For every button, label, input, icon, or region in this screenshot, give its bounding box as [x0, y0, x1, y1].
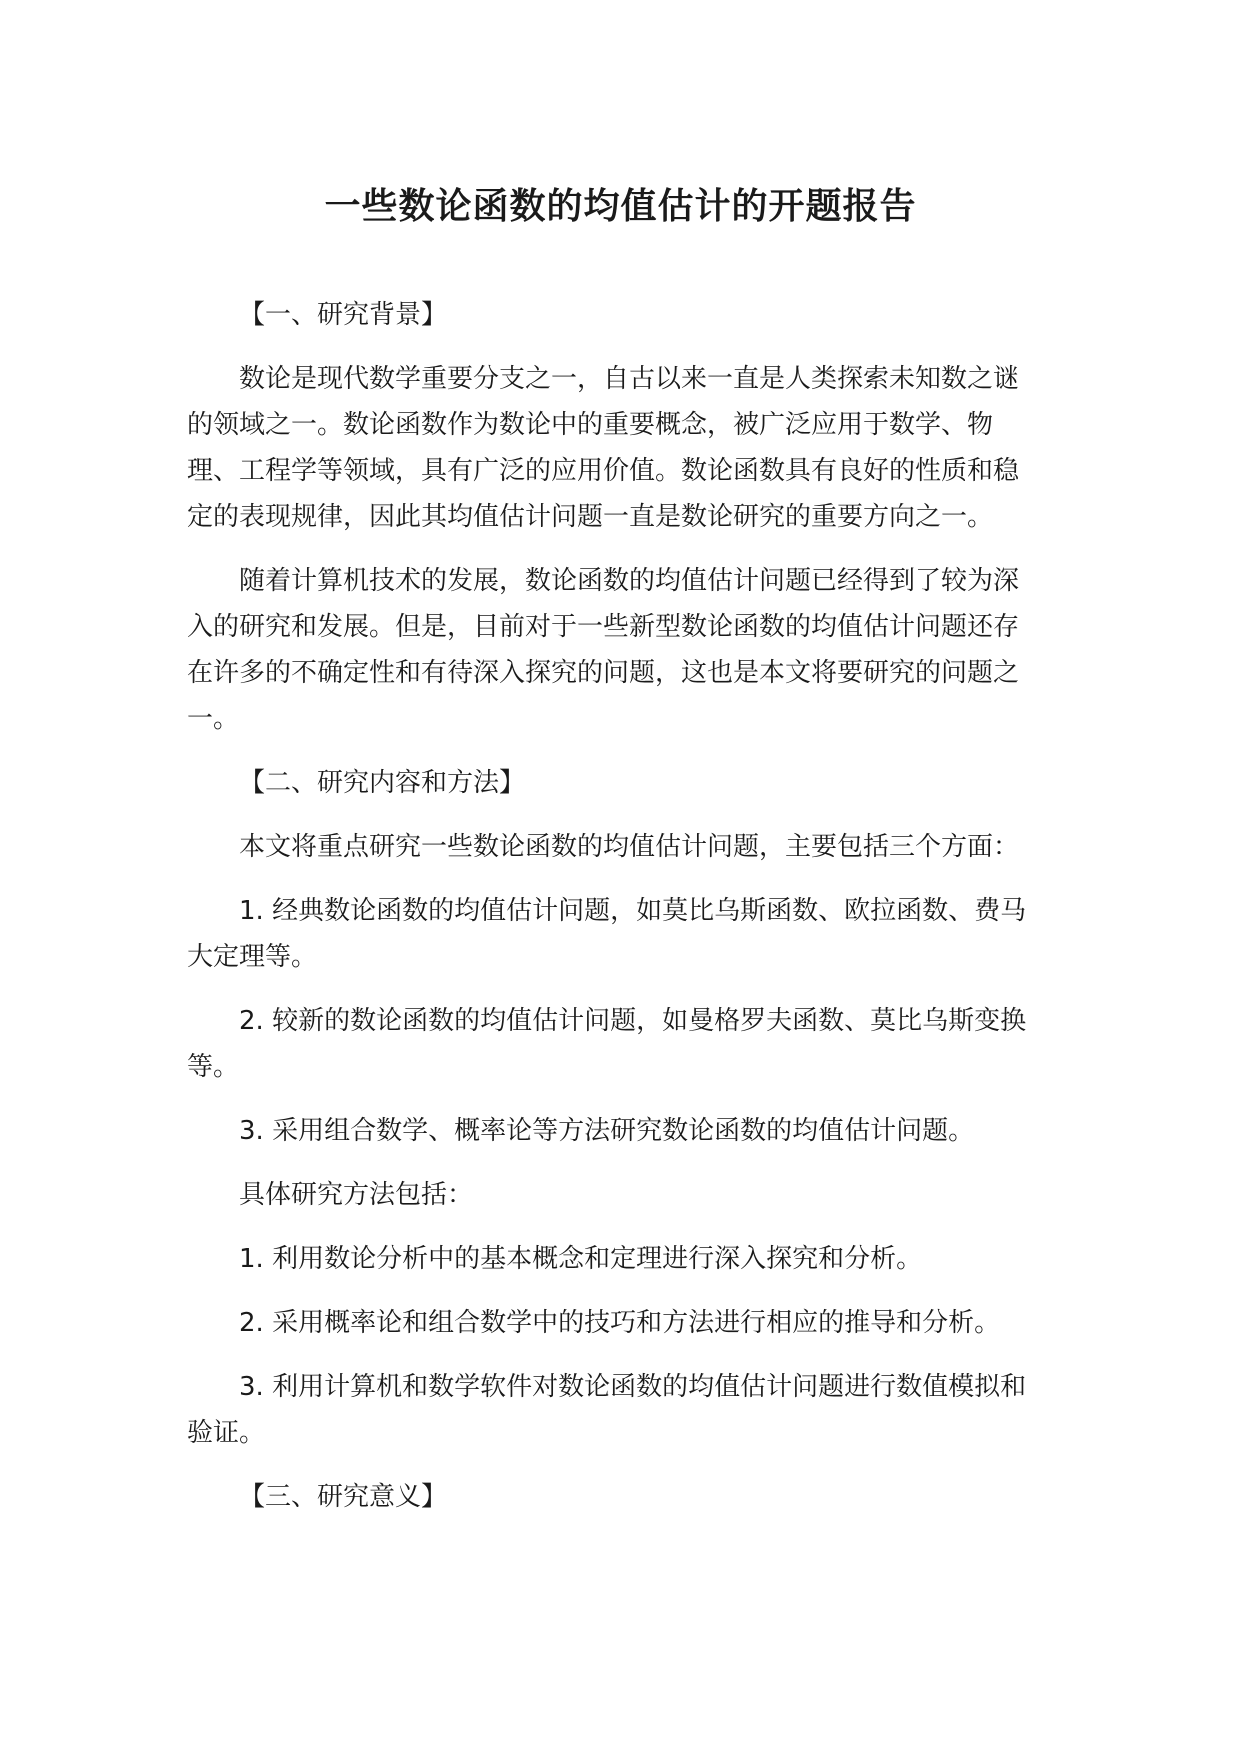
list-item-aspect-3: 3. 采用组合数学、概率论等方法研究数论函数的均值估计问题。: [239, 1116, 975, 1146]
list-item-aspect-2: 2. 较新的数论函数的均值估计问题，如曼格罗夫函数、莫比乌斯变换等。: [187, 1006, 1027, 1082]
section-heading-content-methods: 【二、研究内容和方法】: [239, 768, 526, 798]
paragraph-content-intro: 本文将重点研究一些数论函数的均值估计问题，主要包括三个方面：: [239, 832, 1020, 862]
list-item-method-2: 2. 采用概率论和组合数学中的技巧和方法进行相应的推导和分析。: [239, 1308, 1001, 1338]
document-body: [187, 292, 1037, 1538]
section-heading-background: 【一、研究背景】: [239, 300, 448, 330]
list-item-method-3: 3. 利用计算机和数学软件对数论函数的均值估计问题进行数值模拟和验证。: [187, 1372, 1027, 1448]
paragraph-background-2: 随着计算机技术的发展，数论函数的均值估计问题已经得到了较为深入的研究和发展。但是，目前对于一些新型数论函数的均值估计问题还存在许多的不确定性和有待深入探究的问题，这也是本文将要研究的问题之一。: [187, 566, 1020, 734]
section-heading-significance: 【三、研究意义】: [239, 1482, 448, 1512]
document-title: 一些数论函数的均值估计的开题报告: [324, 186, 917, 227]
paragraph-background-1: 数论是现代数学重要分支之一，自古以来一直是人类探索未知数之谜的领域之一。数论函数作为数论中的重要概念，被广泛应用于数学、物理、工程学等领域，具有广泛的应用价值。数论函数具有良好的性质和稳定的表现规律，因此其均值估计问题一直是数论研究的重要方向之一。: [187, 364, 1020, 532]
list-item-aspect-1: 1. 经典数论函数的均值估计问题，如莫比乌斯函数、欧拉函数、费马大定理等。: [187, 896, 1027, 972]
paragraph-methods-intro: 具体研究方法包括：: [239, 1180, 474, 1210]
list-item-method-1: 1. 利用数论分析中的基本概念和定理进行深入探究和分析。: [239, 1244, 923, 1274]
